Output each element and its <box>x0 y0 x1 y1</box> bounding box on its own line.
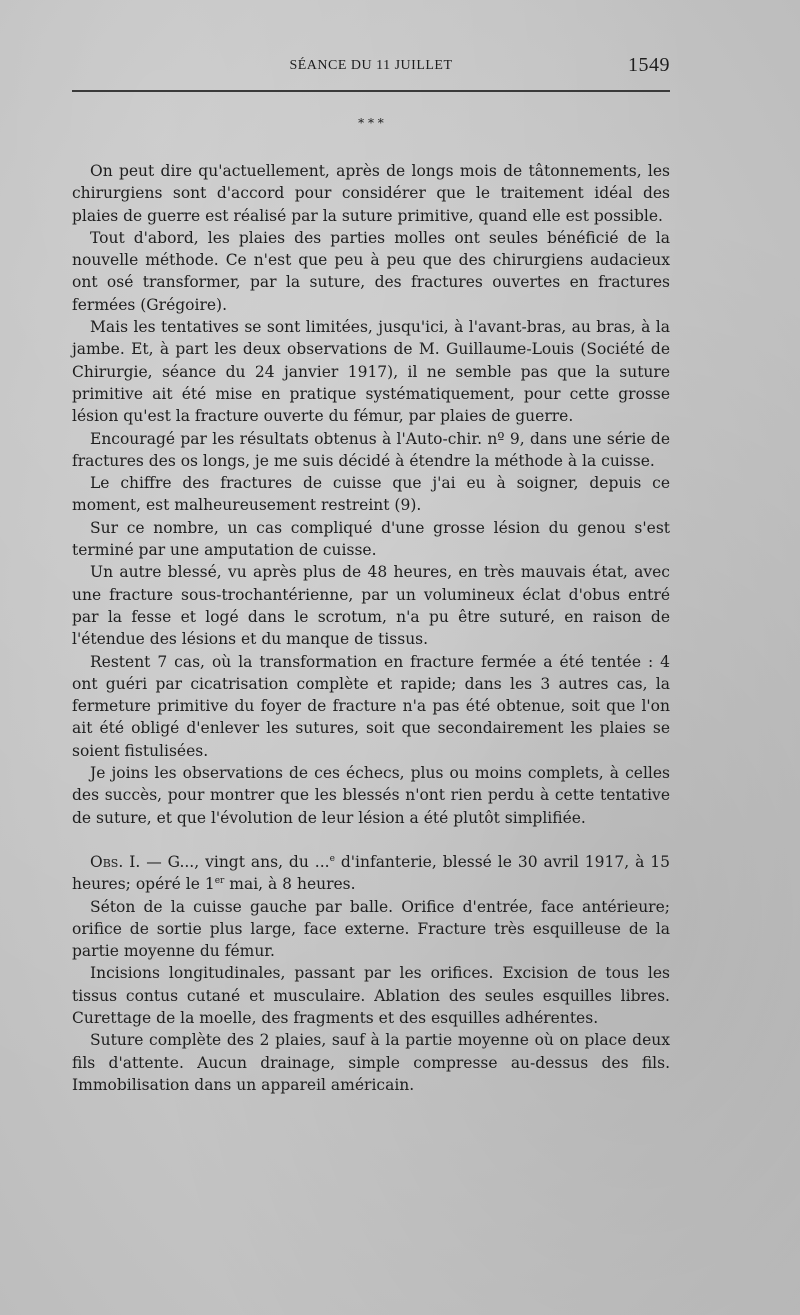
observation-paragraph: Séton de la cuisse gauche par balle. Orifice d'entrée, face antérieure; orifice de sortie plus large, face externe. Fracture très esquilleuse de la partie moyenne du fémur. <box>72 897 670 961</box>
observation-heading <box>72 851 670 896</box>
section-ornament: * * * <box>358 116 384 130</box>
paragraph: Tout d'abord, les plaies des parties molles ont seules bénéficié de la nouvelle méthode. Ce n'est que peu à peu que des chirurgiens audacieux ont osé transformer, par la suture, des fractures ouvertes en fractures fermées (Grégoire). <box>72 228 670 314</box>
paragraph: Un autre blessé, vu après plus de 48 heures, en très mauvais état, avec une fracture sous-trochantérienne, par un volumineux éclat d'obus entré par la fesse et logé dans le scrotum, n'a pu être suturé, en raison de l'étendue des lésions et du manque de tissus. <box>72 563 670 649</box>
observation-paragraph: Suture complète des 2 plaies, sauf à la partie moyenne où on place deux fils d'attente. Aucun drainage, simple compresse au-dessus des fils. Immobilisation dans un appareil américain. <box>72 1031 670 1094</box>
document-page <box>72 52 670 1094</box>
paragraph: Encouragé par les résultats obtenus à l'Auto-chir. nº 9, dans une série de fractures des os longs, je me suis décidé à étendre la méthode à la cuisse. <box>72 429 670 470</box>
paragraph: Le chiffre des fractures de cuisse que j'ai eu à soigner, depuis ce moment, est malheureusement restreint (9). <box>72 474 670 515</box>
paragraph: Mais les tentatives se sont limitées, jusqu'ici, à l'avant-bras, au bras, à la jambe. Et, à part les deux observations de M. Guillaume-Louis (Société de Chirurgie, séance du 24 janvier 1917), il ne semble pas que la suture primitive ait été mise en pratique systématiquement, pour cette grosse lésion qu'est la fracture ouverte du fémur, par plaies de guerre. <box>72 318 670 426</box>
observation-paragraph: Incisions longitudinales, passant par les orifices. Excision de tous les tissus contus cutané et musculaire. Ablation des seules esquilles libres. Curettage de la moelle, des fragments et des esquilles adhérentes. <box>72 964 670 1027</box>
header-rule <box>72 90 670 92</box>
running-header <box>72 52 670 82</box>
observation-lead-sup: e <box>329 853 335 864</box>
body-text <box>72 160 670 1096</box>
header-title: SÉANCE DU 11 JUILLET <box>289 58 453 73</box>
observation-lead-sup2: er <box>214 876 225 887</box>
observation-lead-b: d'infanterie, blessé le 30 avril 1917, à 15 heures; opéré le 1 <box>72 852 670 894</box>
observation-label: Obs. I. <box>90 852 141 871</box>
observation-lead-c: mai, à 8 heures. <box>224 875 356 894</box>
paragraph: Sur ce nombre, un cas compliqué d'une grosse lésion du genou s'est terminé par une amputation de cuisse. <box>72 518 670 560</box>
paragraph: Restent 7 cas, où la transformation en fracture fermée a été tentée : 4 ont guéri par cicatrisation complète et rapide; dans les 3 autres cas, la fermeture primitive du foyer de fracture n'a pas été obtenue, soit que l'on ait été obligé d'enlever les sutures, soit que secondairement les plaies se soient fistulisées. <box>72 652 670 760</box>
page-number: 1549 <box>628 54 670 76</box>
observation-lead-a: — G..., vingt ans, du ... <box>140 852 330 871</box>
paragraph: On peut dire qu'actuellement, après de longs mois de tâtonnements, les chirurgiens sont d'accord pour considérer que le traitement idéal des plaies de guerre est réalisé par la suture primitive, quand elle est possible. <box>72 162 670 225</box>
paragraph: Je joins les observations de ces échecs, plus ou moins complets, à celles des succès, pour montrer que les blessés n'ont rien perdu à cette tentative de suture, et que l'évolution de leur lésion a été plutôt simplifiée. <box>72 764 670 827</box>
